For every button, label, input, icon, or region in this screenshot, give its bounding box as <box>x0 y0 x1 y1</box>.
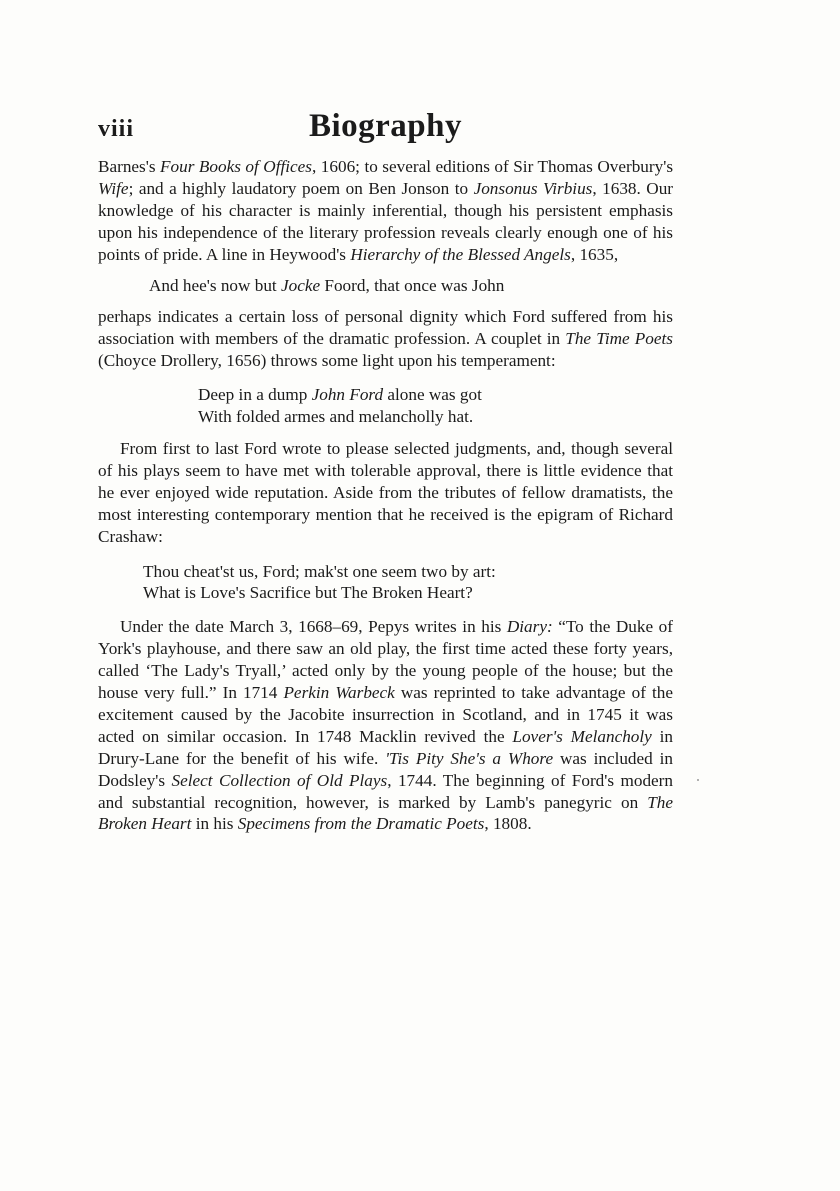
running-title: Biography <box>308 108 463 144</box>
verse-heywood <box>98 275 673 297</box>
verse-line: With folded armes and melancholly hat. <box>198 407 474 427</box>
page-number: viii <box>98 116 135 142</box>
paragraph-reputation: From first to last Ford wrote to please selected judgments, and, though several of his plays seem to have met with tolerable approval, there is little evidence that he ever enjoyed wide reputation. Aside from the tributes of fellow dramatists, the most interesting contemporary mention that he received is the epigram of Richard Crashaw: <box>98 438 673 546</box>
paragraph-dignity: perhaps indicates a certain loss of personal dignity which Ford suffered from his association with members of the dramatic profession. A couplet in The Time Poets (Choyce Drollery, 1656) throws some light upon his temperament: <box>98 307 673 371</box>
verse-time-poets <box>98 384 673 428</box>
paragraph-pepys: Under the date March 3, 1668–69, Pepys writes in his Diary: “To the Duke of York's playhouse, and there saw an old play, the first time acted these forty years, called ‘The Lady's Tryall,’ acted only by the young people of the house; but the house very full.” In 1714 Perkin Warbeck was reprinted to take advantage of the excitement caused by the Jacobite insurrection in Scotland, and in 1745 it was acted on similar occasion. In 1748 Macklin revived the Lover's Melancholy in Drury-Lane for the benefit of his wife. 'Tis Pity She's a Whore was included in Dodsley's Select Collection of Old Plays, 1744. The beginning of Ford's modern and substantial recognition, however, is marked by Lamb's panegyric on The Broken Heart in his Specimens from the Dramatic Poets, 1808. <box>98 617 673 834</box>
verse-line: What is Love's Sacrifice but The Broken Heart? <box>143 583 473 603</box>
verse-line: Thou cheat'st us, Ford; mak'st one seem two by art: <box>143 561 496 581</box>
paragraph-barnes: Barnes's Four Books of Offices, 1606; to several editions of Sir Thomas Overbury's Wife; and a highly laudatory poem on Ben Jonson to Jonsonus Virbius, 1638. Our knowledge of his character is mainly inferential, though his persistent emphasis upon his independence of the literary profession reveals clearly enough one of his points of pride. A line in Heywood's Hierarchy of the Blessed Angels, 1635, <box>98 157 674 264</box>
page-header <box>98 108 673 156</box>
book-page <box>98 108 673 835</box>
verse-line: Deep in a dump John Ford alone was got <box>198 385 482 405</box>
verse-line: And hee's now but Jocke Foord, that once was John <box>149 275 505 295</box>
verse-crashaw-epigram <box>98 561 673 605</box>
scan-speck <box>697 779 699 781</box>
